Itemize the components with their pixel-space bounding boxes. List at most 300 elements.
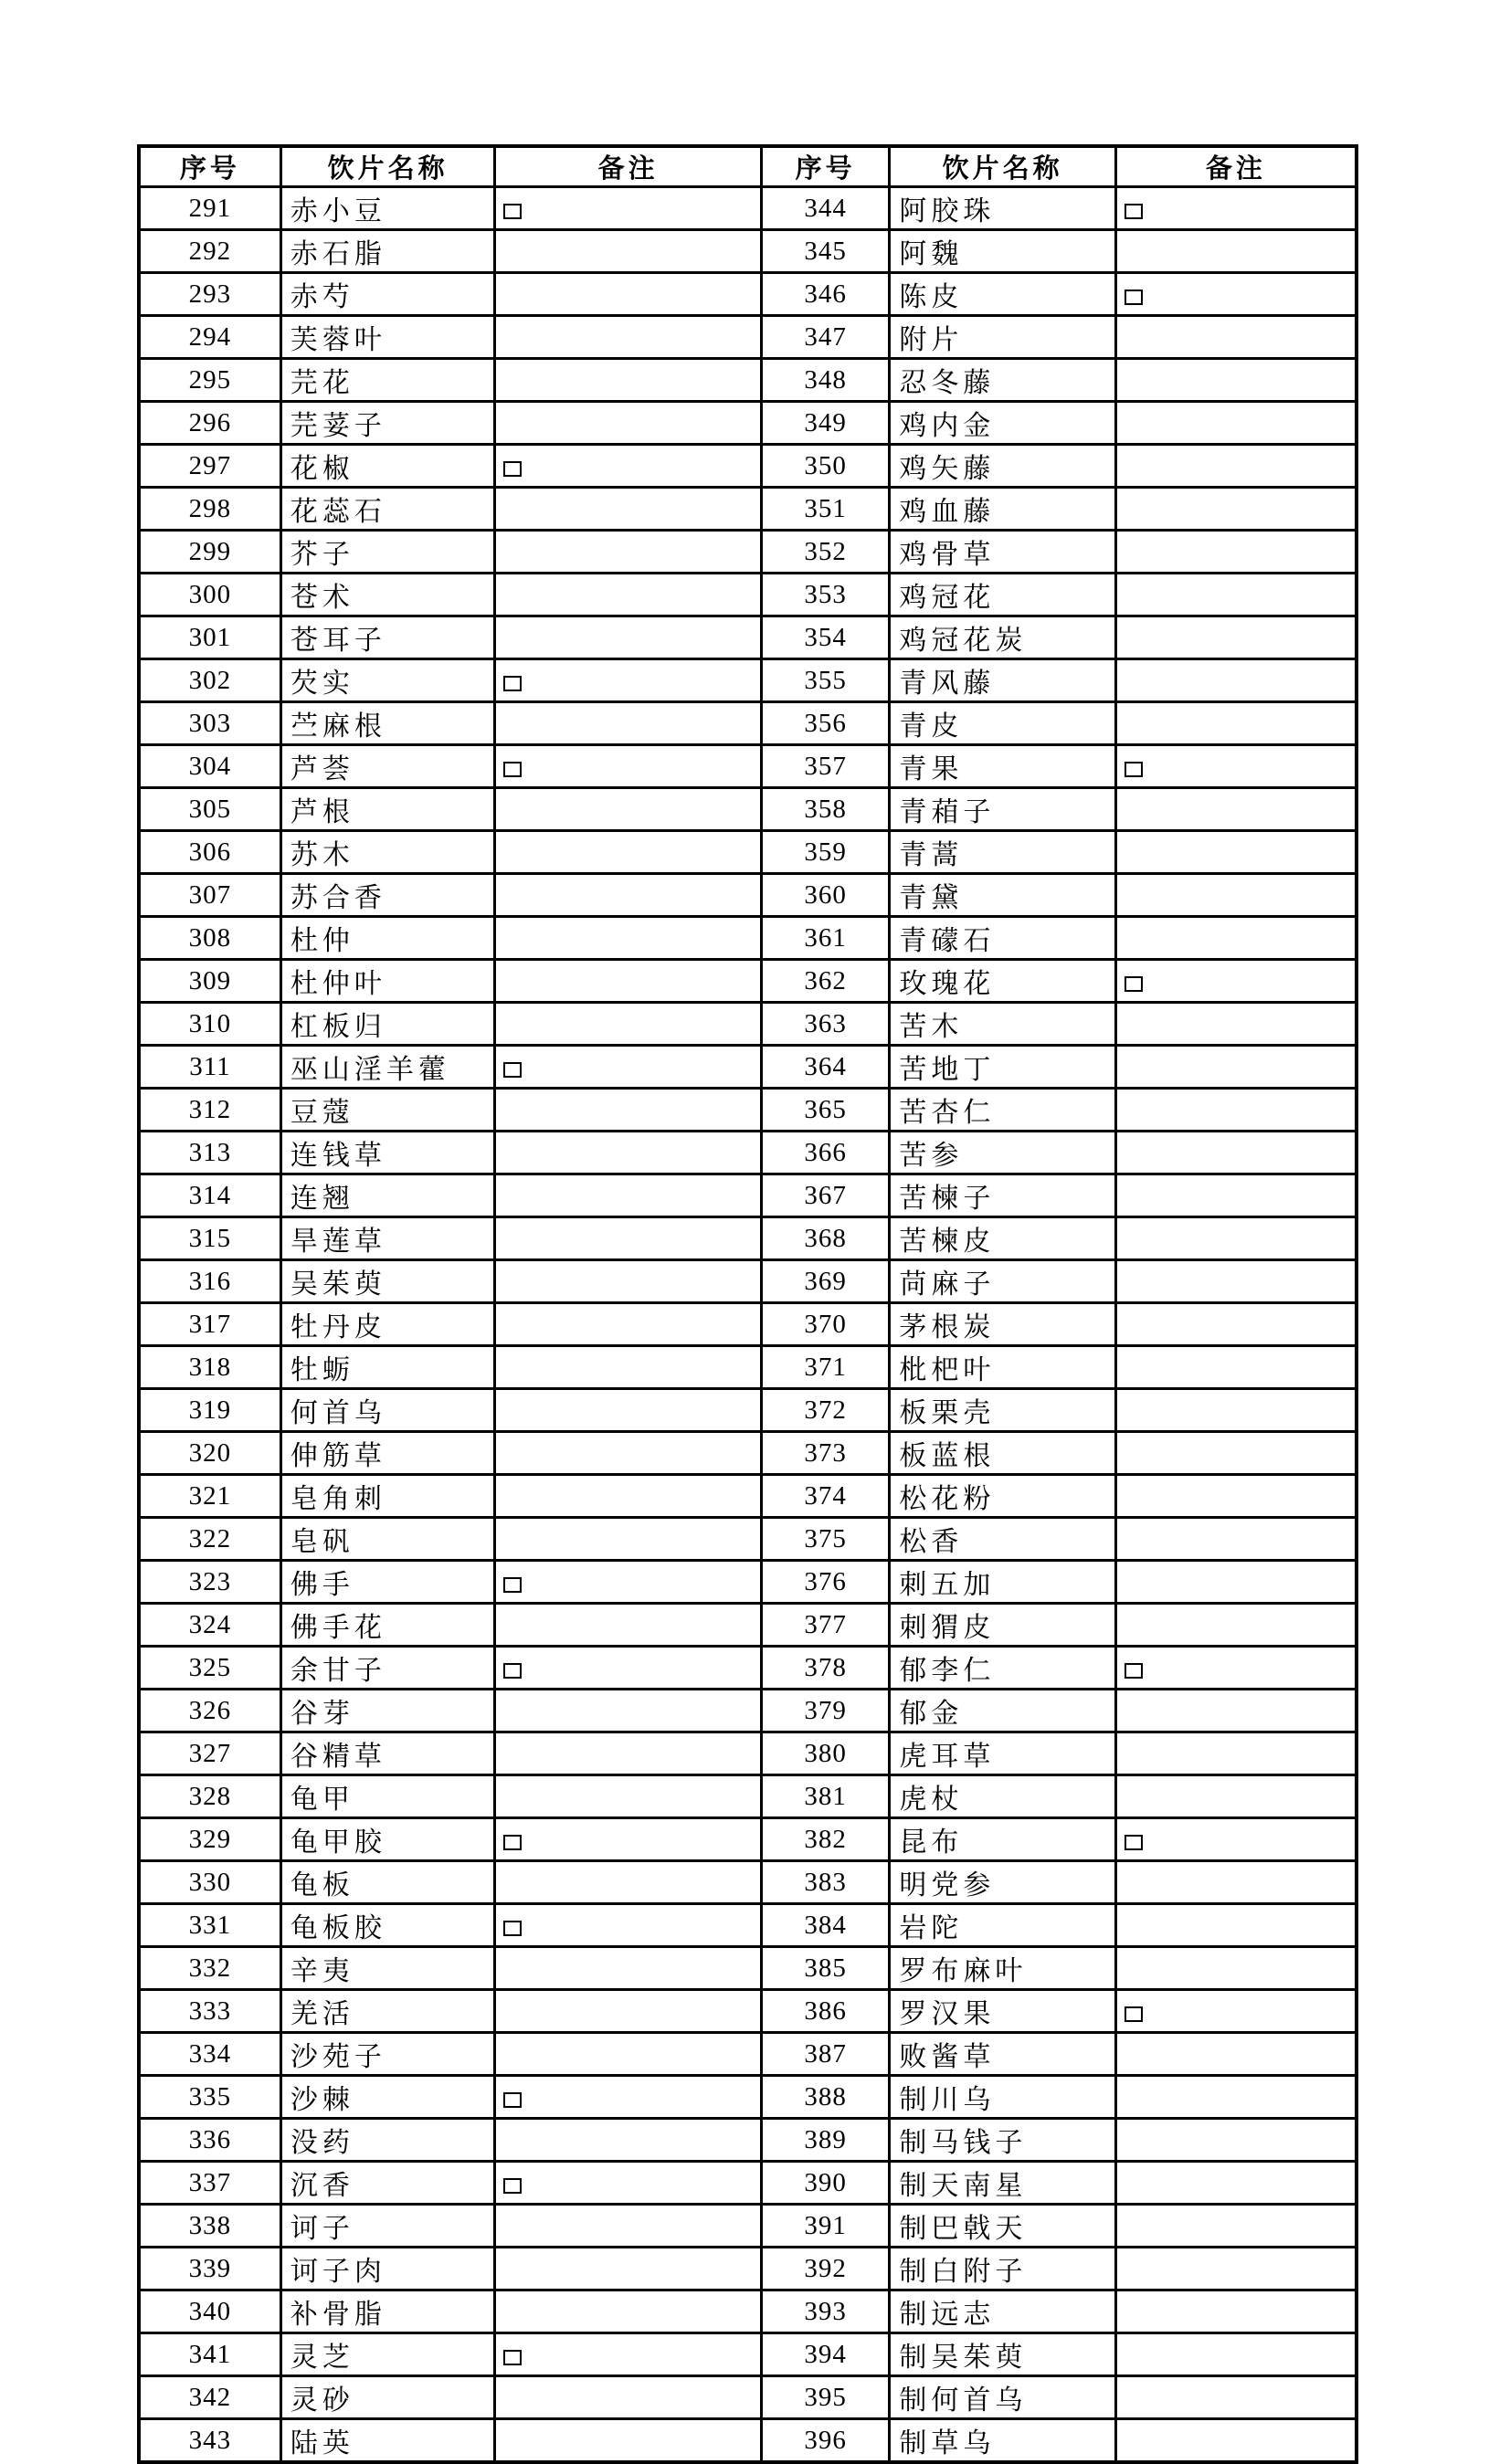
remark-cell bbox=[1115, 1861, 1357, 1904]
herb-name-cell: 牡丹皮 bbox=[280, 1303, 495, 1346]
herb-name-cell: 谷精草 bbox=[280, 1732, 495, 1775]
row-number-cell: 381 bbox=[762, 1775, 890, 1818]
row-number-cell: 377 bbox=[762, 1604, 890, 1647]
remark-cell bbox=[1115, 831, 1357, 874]
row-number-cell: 332 bbox=[139, 1947, 280, 1990]
table-row bbox=[139, 1260, 1357, 1303]
herb-name-cell: 鸡血藤 bbox=[890, 488, 1116, 531]
herb-name-cell: 苍耳子 bbox=[280, 616, 495, 659]
row-number-cell: 357 bbox=[762, 745, 890, 788]
row-number-cell: 395 bbox=[762, 2376, 890, 2419]
table-body bbox=[139, 187, 1357, 2463]
herb-name-cell: 虎耳草 bbox=[890, 1732, 1116, 1775]
row-number-cell: 375 bbox=[762, 1518, 890, 1561]
row-number-cell: 367 bbox=[762, 1174, 890, 1217]
remark-cell bbox=[1115, 2162, 1357, 2205]
herb-name-cell: 苦杏仁 bbox=[890, 1089, 1116, 1132]
herb-name-cell: 青风藤 bbox=[890, 659, 1116, 702]
row-number-cell: 363 bbox=[762, 1003, 890, 1046]
herb-name-cell: 芫荽子 bbox=[280, 402, 495, 445]
row-number-cell: 356 bbox=[762, 702, 890, 745]
table-header bbox=[139, 146, 1357, 187]
table-row bbox=[139, 2076, 1357, 2119]
checkbox-square-icon bbox=[503, 204, 522, 219]
table-row bbox=[139, 1561, 1357, 1604]
remark-cell bbox=[495, 445, 762, 488]
herb-name-cell: 苦楝皮 bbox=[890, 1217, 1116, 1260]
herb-name-cell: 制远志 bbox=[890, 2290, 1116, 2333]
row-number-cell: 293 bbox=[139, 273, 280, 316]
row-number-cell: 393 bbox=[762, 2290, 890, 2333]
herb-name-cell: 苦楝子 bbox=[890, 1174, 1116, 1217]
herb-name-cell: 明党参 bbox=[890, 1861, 1116, 1904]
table-row bbox=[139, 1303, 1357, 1346]
row-number-cell: 333 bbox=[139, 1990, 280, 2033]
column-header-no-left: 序号 bbox=[139, 146, 280, 187]
row-number-cell: 374 bbox=[762, 1475, 890, 1518]
herb-name-cell: 苦地丁 bbox=[890, 1046, 1116, 1089]
checkbox-square-icon bbox=[1125, 2006, 1143, 2022]
remark-cell bbox=[1115, 230, 1357, 273]
herb-name-cell: 芙蓉叶 bbox=[280, 316, 495, 359]
checkbox-square-icon bbox=[503, 1577, 522, 1593]
herb-name-cell: 补骨脂 bbox=[280, 2290, 495, 2333]
column-header-name-left: 饮片名称 bbox=[280, 146, 495, 187]
remark-cell bbox=[1115, 1346, 1357, 1389]
table-row bbox=[139, 874, 1357, 917]
herb-name-cell: 陆英 bbox=[280, 2419, 495, 2463]
herb-name-cell: 何首乌 bbox=[280, 1389, 495, 1432]
row-number-cell: 352 bbox=[762, 531, 890, 574]
remark-cell bbox=[495, 1518, 762, 1561]
herb-name-cell: 杠板归 bbox=[280, 1003, 495, 1046]
row-number-cell: 296 bbox=[139, 402, 280, 445]
row-number-cell: 320 bbox=[139, 1432, 280, 1475]
row-number-cell: 394 bbox=[762, 2333, 890, 2376]
row-number-cell: 353 bbox=[762, 574, 890, 616]
remark-cell bbox=[1115, 2290, 1357, 2333]
herb-name-cell: 鸡内金 bbox=[890, 402, 1116, 445]
row-number-cell: 317 bbox=[139, 1303, 280, 1346]
remark-cell bbox=[1115, 1432, 1357, 1475]
column-header-name-right: 饮片名称 bbox=[890, 146, 1116, 187]
table-row bbox=[139, 273, 1357, 316]
row-number-cell: 298 bbox=[139, 488, 280, 531]
row-number-cell: 314 bbox=[139, 1174, 280, 1217]
herb-name-cell: 制何首乌 bbox=[890, 2376, 1116, 2419]
checkbox-square-icon bbox=[1125, 1663, 1143, 1679]
herb-name-cell: 豆蔻 bbox=[280, 1089, 495, 1132]
remark-cell bbox=[495, 2248, 762, 2290]
row-number-cell: 297 bbox=[139, 445, 280, 488]
row-number-cell: 355 bbox=[762, 659, 890, 702]
herb-name-cell: 连翘 bbox=[280, 1174, 495, 1217]
herb-name-cell: 茅根炭 bbox=[890, 1303, 1116, 1346]
remark-cell bbox=[1115, 2119, 1357, 2162]
herb-name-cell: 陈皮 bbox=[890, 273, 1116, 316]
herb-name-cell: 赤小豆 bbox=[280, 187, 495, 230]
remark-cell bbox=[495, 1475, 762, 1518]
herb-name-cell: 芫花 bbox=[280, 359, 495, 402]
table-row bbox=[139, 230, 1357, 273]
column-header-remark-right: 备注 bbox=[1115, 146, 1357, 187]
row-number-cell: 342 bbox=[139, 2376, 280, 2419]
row-number-cell: 291 bbox=[139, 187, 280, 230]
row-number-cell: 350 bbox=[762, 445, 890, 488]
remark-cell bbox=[495, 1775, 762, 1818]
row-number-cell: 338 bbox=[139, 2205, 280, 2248]
row-number-cell: 326 bbox=[139, 1690, 280, 1732]
table-row bbox=[139, 1432, 1357, 1475]
herb-name-cell: 青礞石 bbox=[890, 917, 1116, 960]
remark-cell bbox=[495, 1647, 762, 1690]
remark-cell bbox=[495, 2205, 762, 2248]
herb-name-cell: 赤石脂 bbox=[280, 230, 495, 273]
remark-cell bbox=[1115, 616, 1357, 659]
checkbox-square-icon bbox=[503, 1663, 522, 1679]
remark-cell bbox=[495, 1303, 762, 1346]
remark-cell bbox=[1115, 917, 1357, 960]
herb-name-cell: 岩陀 bbox=[890, 1904, 1116, 1947]
table-row bbox=[139, 616, 1357, 659]
remark-cell bbox=[495, 1732, 762, 1775]
row-number-cell: 384 bbox=[762, 1904, 890, 1947]
remark-cell bbox=[495, 2376, 762, 2419]
remark-cell bbox=[1115, 1174, 1357, 1217]
herb-name-cell: 青果 bbox=[890, 745, 1116, 788]
row-number-cell: 348 bbox=[762, 359, 890, 402]
herb-name-cell: 沙棘 bbox=[280, 2076, 495, 2119]
row-number-cell: 373 bbox=[762, 1432, 890, 1475]
remark-cell bbox=[1115, 1003, 1357, 1046]
herb-name-cell: 青葙子 bbox=[890, 788, 1116, 831]
herb-name-cell: 败酱草 bbox=[890, 2033, 1116, 2076]
remark-cell bbox=[495, 1604, 762, 1647]
herb-name-cell: 鸡骨草 bbox=[890, 531, 1116, 574]
herb-name-cell: 吴茱萸 bbox=[280, 1260, 495, 1303]
herb-name-cell: 龟板胶 bbox=[280, 1904, 495, 1947]
table-row bbox=[139, 2162, 1357, 2205]
herb-name-cell: 阿魏 bbox=[890, 230, 1116, 273]
table-row bbox=[139, 531, 1357, 574]
table-row bbox=[139, 2119, 1357, 2162]
row-number-cell: 306 bbox=[139, 831, 280, 874]
remark-cell bbox=[1115, 273, 1357, 316]
remark-cell bbox=[495, 1432, 762, 1475]
herb-name-cell: 苏木 bbox=[280, 831, 495, 874]
remark-cell bbox=[1115, 1775, 1357, 1818]
row-number-cell: 366 bbox=[762, 1132, 890, 1174]
row-number-cell: 327 bbox=[139, 1732, 280, 1775]
remark-cell bbox=[495, 2162, 762, 2205]
remark-cell bbox=[1115, 2033, 1357, 2076]
herb-name-cell: 附片 bbox=[890, 316, 1116, 359]
remark-cell bbox=[495, 1003, 762, 1046]
row-number-cell: 325 bbox=[139, 1647, 280, 1690]
row-number-cell: 388 bbox=[762, 2076, 890, 2119]
herb-name-cell: 牡蛎 bbox=[280, 1346, 495, 1389]
table-row bbox=[139, 788, 1357, 831]
row-number-cell: 379 bbox=[762, 1690, 890, 1732]
column-header-no-right: 序号 bbox=[762, 146, 890, 187]
remark-cell bbox=[495, 917, 762, 960]
table-row bbox=[139, 1732, 1357, 1775]
remark-cell bbox=[495, 1861, 762, 1904]
remark-cell bbox=[1115, 874, 1357, 917]
row-number-cell: 396 bbox=[762, 2419, 890, 2463]
remark-cell bbox=[1115, 1904, 1357, 1947]
herb-name-cell: 板蓝根 bbox=[890, 1432, 1116, 1475]
table-row bbox=[139, 2333, 1357, 2376]
remark-cell bbox=[1115, 402, 1357, 445]
row-number-cell: 344 bbox=[762, 187, 890, 230]
herb-name-cell: 苦参 bbox=[890, 1132, 1116, 1174]
herb-name-cell: 昆布 bbox=[890, 1818, 1116, 1861]
remark-cell bbox=[495, 1046, 762, 1089]
remark-cell bbox=[1115, 1132, 1357, 1174]
row-number-cell: 392 bbox=[762, 2248, 890, 2290]
row-number-cell: 336 bbox=[139, 2119, 280, 2162]
remark-cell bbox=[1115, 445, 1357, 488]
row-number-cell: 389 bbox=[762, 2119, 890, 2162]
table-row bbox=[139, 1775, 1357, 1818]
row-number-cell: 358 bbox=[762, 788, 890, 831]
checkbox-square-icon bbox=[1125, 204, 1143, 219]
remark-cell bbox=[1115, 1990, 1357, 2033]
table-row bbox=[139, 359, 1357, 402]
herb-name-cell: 阿胶珠 bbox=[890, 187, 1116, 230]
row-number-cell: 387 bbox=[762, 2033, 890, 2076]
herb-name-cell: 芦荟 bbox=[280, 745, 495, 788]
remark-cell bbox=[1115, 1690, 1357, 1732]
remark-cell bbox=[495, 531, 762, 574]
remark-cell bbox=[495, 1174, 762, 1217]
row-number-cell: 359 bbox=[762, 831, 890, 874]
row-number-cell: 360 bbox=[762, 874, 890, 917]
row-number-cell: 307 bbox=[139, 874, 280, 917]
herb-name-cell: 龟板 bbox=[280, 1861, 495, 1904]
remark-cell bbox=[495, 359, 762, 402]
remark-cell bbox=[495, 702, 762, 745]
remark-cell bbox=[1115, 1647, 1357, 1690]
herb-name-cell: 鸡矢藤 bbox=[890, 445, 1116, 488]
remark-cell bbox=[1115, 1561, 1357, 1604]
row-number-cell: 294 bbox=[139, 316, 280, 359]
table-row bbox=[139, 1604, 1357, 1647]
table-row bbox=[139, 831, 1357, 874]
remark-cell bbox=[1115, 531, 1357, 574]
row-number-cell: 346 bbox=[762, 273, 890, 316]
herb-name-cell: 刺五加 bbox=[890, 1561, 1116, 1604]
herb-name-cell: 板栗壳 bbox=[890, 1389, 1116, 1432]
remark-cell bbox=[1115, 788, 1357, 831]
checkbox-square-icon bbox=[1125, 976, 1143, 992]
remark-cell bbox=[495, 574, 762, 616]
remark-cell bbox=[1115, 1732, 1357, 1775]
table-row bbox=[139, 1690, 1357, 1732]
checkbox-square-icon bbox=[503, 676, 522, 691]
row-number-cell: 386 bbox=[762, 1990, 890, 2033]
checkbox-square-icon bbox=[503, 2350, 522, 2365]
remark-cell bbox=[495, 874, 762, 917]
herb-name-cell: 制白附子 bbox=[890, 2248, 1116, 2290]
remark-cell bbox=[495, 831, 762, 874]
remark-cell bbox=[495, 960, 762, 1003]
herb-name-cell: 灵砂 bbox=[280, 2376, 495, 2419]
remark-cell bbox=[495, 1260, 762, 1303]
remark-cell bbox=[1115, 1389, 1357, 1432]
row-number-cell: 334 bbox=[139, 2033, 280, 2076]
herb-name-cell: 玫瑰花 bbox=[890, 960, 1116, 1003]
table-row bbox=[139, 1647, 1357, 1690]
row-number-cell: 368 bbox=[762, 1217, 890, 1260]
table-row bbox=[139, 1518, 1357, 1561]
herb-name-cell: 龟甲胶 bbox=[280, 1818, 495, 1861]
herb-name-cell: 苎麻根 bbox=[280, 702, 495, 745]
table-row bbox=[139, 2419, 1357, 2463]
row-number-cell: 372 bbox=[762, 1389, 890, 1432]
checkbox-square-icon bbox=[503, 2092, 522, 2108]
herb-name-cell: 没药 bbox=[280, 2119, 495, 2162]
row-number-cell: 328 bbox=[139, 1775, 280, 1818]
checkbox-square-icon bbox=[503, 461, 522, 477]
table-row bbox=[139, 316, 1357, 359]
remark-cell bbox=[1115, 2076, 1357, 2119]
remark-cell bbox=[495, 2076, 762, 2119]
remark-cell bbox=[1115, 574, 1357, 616]
row-number-cell: 370 bbox=[762, 1303, 890, 1346]
herb-name-cell: 青皮 bbox=[890, 702, 1116, 745]
row-number-cell: 331 bbox=[139, 1904, 280, 1947]
row-number-cell: 337 bbox=[139, 2162, 280, 2205]
row-number-cell: 365 bbox=[762, 1089, 890, 1132]
row-number-cell: 378 bbox=[762, 1647, 890, 1690]
table-row bbox=[139, 1046, 1357, 1089]
table-row bbox=[139, 574, 1357, 616]
row-number-cell: 329 bbox=[139, 1818, 280, 1861]
herb-name-cell: 刺猬皮 bbox=[890, 1604, 1116, 1647]
remark-cell bbox=[495, 2290, 762, 2333]
table-row bbox=[139, 917, 1357, 960]
herb-list-table bbox=[137, 144, 1358, 2464]
remark-cell bbox=[1115, 2205, 1357, 2248]
herb-name-cell: 松花粉 bbox=[890, 1475, 1116, 1518]
remark-cell bbox=[495, 1818, 762, 1861]
table-row bbox=[139, 1132, 1357, 1174]
row-number-cell: 330 bbox=[139, 1861, 280, 1904]
herb-name-cell: 诃子肉 bbox=[280, 2248, 495, 2290]
table-row bbox=[139, 402, 1357, 445]
row-number-cell: 361 bbox=[762, 917, 890, 960]
row-number-cell: 364 bbox=[762, 1046, 890, 1089]
row-number-cell: 345 bbox=[762, 230, 890, 273]
table-row bbox=[139, 445, 1357, 488]
remark-cell bbox=[1115, 1046, 1357, 1089]
remark-cell bbox=[495, 2033, 762, 2076]
herb-name-cell: 枇杷叶 bbox=[890, 1346, 1116, 1389]
table-row bbox=[139, 1174, 1357, 1217]
row-number-cell: 354 bbox=[762, 616, 890, 659]
remark-cell bbox=[495, 1132, 762, 1174]
row-number-cell: 292 bbox=[139, 230, 280, 273]
row-number-cell: 340 bbox=[139, 2290, 280, 2333]
herb-name-cell: 青黛 bbox=[890, 874, 1116, 917]
table-row bbox=[139, 2033, 1357, 2076]
remark-cell bbox=[495, 230, 762, 273]
remark-cell bbox=[495, 659, 762, 702]
row-number-cell: 319 bbox=[139, 1389, 280, 1432]
remark-cell bbox=[1115, 659, 1357, 702]
herb-name-cell: 苍术 bbox=[280, 574, 495, 616]
herb-name-cell: 皂矾 bbox=[280, 1518, 495, 1561]
herb-name-cell: 罗汉果 bbox=[890, 1990, 1116, 2033]
remark-cell bbox=[495, 187, 762, 230]
herb-name-cell: 沙苑子 bbox=[280, 2033, 495, 2076]
remark-cell bbox=[1115, 359, 1357, 402]
table-row bbox=[139, 960, 1357, 1003]
table-row bbox=[139, 1861, 1357, 1904]
remark-cell bbox=[495, 788, 762, 831]
herb-name-cell: 制草乌 bbox=[890, 2419, 1116, 2463]
herb-name-cell: 巫山淫羊藿 bbox=[280, 1046, 495, 1089]
row-number-cell: 301 bbox=[139, 616, 280, 659]
herb-name-cell: 旱莲草 bbox=[280, 1217, 495, 1260]
remark-cell bbox=[1115, 1303, 1357, 1346]
herb-name-cell: 芥子 bbox=[280, 531, 495, 574]
row-number-cell: 390 bbox=[762, 2162, 890, 2205]
row-number-cell: 295 bbox=[139, 359, 280, 402]
table-row bbox=[139, 1947, 1357, 1990]
row-number-cell: 315 bbox=[139, 1217, 280, 1260]
table-row bbox=[139, 745, 1357, 788]
remark-cell bbox=[495, 273, 762, 316]
herb-name-cell: 鸡冠花 bbox=[890, 574, 1116, 616]
remark-cell bbox=[495, 1904, 762, 1947]
row-number-cell: 385 bbox=[762, 1947, 890, 1990]
row-number-cell: 323 bbox=[139, 1561, 280, 1604]
herb-name-cell: 苘麻子 bbox=[890, 1260, 1116, 1303]
herb-name-cell: 制川乌 bbox=[890, 2076, 1116, 2119]
remark-cell bbox=[1115, 2376, 1357, 2419]
row-number-cell: 362 bbox=[762, 960, 890, 1003]
remark-cell bbox=[495, 1990, 762, 2033]
row-number-cell: 391 bbox=[762, 2205, 890, 2248]
remark-cell bbox=[1115, 1518, 1357, 1561]
table-row bbox=[139, 1475, 1357, 1518]
herb-name-cell: 灵芝 bbox=[280, 2333, 495, 2376]
row-number-cell: 324 bbox=[139, 1604, 280, 1647]
remark-cell bbox=[495, 2119, 762, 2162]
checkbox-square-icon bbox=[503, 762, 522, 777]
herb-name-cell: 辛夷 bbox=[280, 1947, 495, 1990]
remark-cell bbox=[1115, 1818, 1357, 1861]
remark-cell bbox=[495, 316, 762, 359]
herb-name-cell: 鸡冠花炭 bbox=[890, 616, 1116, 659]
row-number-cell: 305 bbox=[139, 788, 280, 831]
row-number-cell: 312 bbox=[139, 1089, 280, 1132]
checkbox-square-icon bbox=[1125, 762, 1143, 777]
remark-cell bbox=[1115, 1947, 1357, 1990]
checkbox-square-icon bbox=[503, 1062, 522, 1078]
remark-cell bbox=[1115, 1217, 1357, 1260]
herb-name-cell: 松香 bbox=[890, 1518, 1116, 1561]
herb-name-cell: 苏合香 bbox=[280, 874, 495, 917]
remark-cell bbox=[495, 2333, 762, 2376]
remark-cell bbox=[1115, 316, 1357, 359]
herb-name-cell: 制天南星 bbox=[890, 2162, 1116, 2205]
remark-cell bbox=[1115, 2333, 1357, 2376]
table-row bbox=[139, 2248, 1357, 2290]
